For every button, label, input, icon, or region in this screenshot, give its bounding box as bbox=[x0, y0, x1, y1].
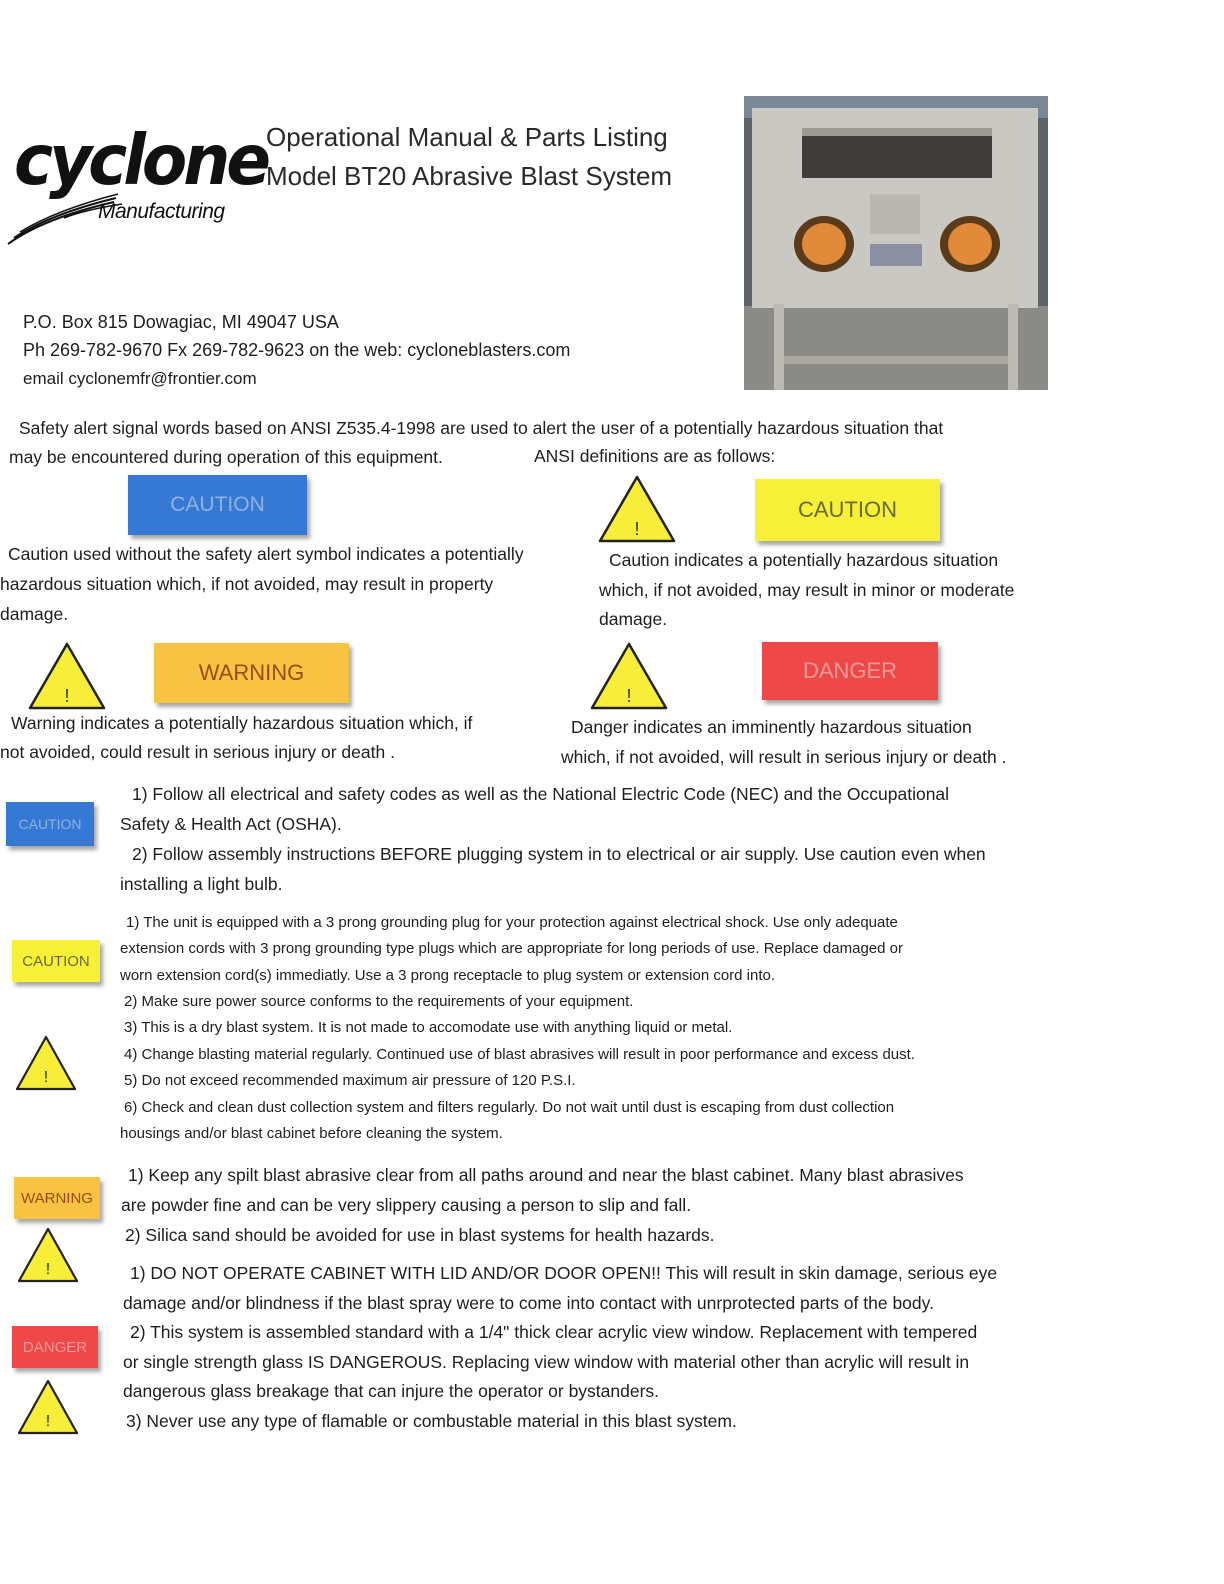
cyclone-logo bbox=[4, 118, 267, 248]
danger-section-line-5: dangerous glass breakage that can injure the operator or bystanders. bbox=[123, 1381, 660, 1401]
caution-blue-line-4: installing a light bulb. bbox=[120, 874, 283, 894]
model-title: Model BT20 Abrasive Blast System bbox=[266, 161, 673, 191]
caution-yellow-line-4: 2) Make sure power source conforms to the requirements of your equipment. bbox=[124, 993, 634, 1010]
phone-web: Ph 269-782-9670 Fx 269-782-9623 on the web: cycloneblasters.com bbox=[23, 340, 571, 360]
cabinet-photo bbox=[744, 96, 1048, 390]
warning-line-1: Warning indicates a potentially hazardous situation which, if bbox=[11, 713, 473, 733]
caution-yellow-line-9: housings and/or blast cabinet before cleaning the system. bbox=[120, 1125, 503, 1142]
section-caution-blue-label: CAUTION bbox=[6, 802, 94, 846]
danger-label: DANGER bbox=[762, 642, 938, 700]
intro-line-2b: ANSI definitions are as follows: bbox=[534, 446, 776, 466]
warning-section-triangle-icon bbox=[16, 1226, 80, 1284]
caution-yellow-line-5: 3) This is a dry blast system. It is not made to accomodate use with anything liquid or metal. bbox=[124, 1019, 733, 1036]
alert-symbol: ! bbox=[45, 1261, 51, 1278]
caution-yellow-line-6: 4) Change blasting material regularly. Continued use of blast abrasives will result in poor performance and excess dust. bbox=[124, 1046, 915, 1063]
danger-section-line-1: 1) DO NOT OPERATE CABINET WITH LID AND/OR DOOR OPEN!! This will result in skin damage, serious eye bbox=[130, 1263, 998, 1283]
intro-line-2: may be encountered during operation of this equipment. bbox=[9, 447, 443, 467]
danger-section-line-3: 2) This system is assembled standard with a 1/4" thick clear acrylic view window. Replacement with tempered bbox=[130, 1322, 978, 1342]
warning-alert-triangle-icon bbox=[26, 640, 108, 712]
alert-symbol: ! bbox=[64, 686, 70, 706]
danger-section-triangle-icon bbox=[16, 1378, 80, 1436]
caution-blue-line-1: 1) Follow all electrical and safety codes as well as the National Electric Code (NEC) and the Occupational bbox=[132, 784, 950, 804]
logo-wordmark: cyclone bbox=[14, 120, 267, 201]
caution-blue-line-3: 2) Follow assembly instructions BEFORE plugging system in to electrical or air supply. Use caution even when bbox=[132, 844, 986, 864]
caution-yellow-line-1: 1) The unit is equipped with a 3 prong grounding plug for your protection against electrical shock. Use only adequate bbox=[126, 914, 898, 931]
danger-line-1: Danger indicates an imminently hazardous situation bbox=[571, 717, 972, 737]
caution-line-1: Caution indicates a potentially hazardous situation bbox=[609, 550, 999, 570]
danger-section-line-6: 3) Never use any type of flamable or combustable material in this blast system. bbox=[126, 1411, 737, 1431]
intro-line-1: Safety alert signal words based on ANSI Z535.4-1998 are used to alert the user of a potentially hazardous situation that bbox=[19, 418, 944, 438]
section-caution-yellow-label: CAUTION bbox=[12, 940, 100, 982]
alert-symbol: ! bbox=[43, 1069, 49, 1086]
caution-yellow-line-3: worn extension cord(s) immediatly. Use a 3 prong receptacle to plug system or extension cord into. bbox=[120, 967, 776, 984]
caution-yellow-line-8: 6) Check and clean dust collection system and filters regularly. Do not wait until dust is escaping from dust collection bbox=[124, 1099, 895, 1116]
caution-line-3: damage. bbox=[599, 609, 668, 629]
warning-line-2: not avoided, could result in serious injury or death . bbox=[0, 742, 395, 762]
caution-yellow-line-7: 5) Do not exceed recommended maximum air pressure of 120 P.S.I. bbox=[124, 1072, 576, 1089]
alert-symbol: ! bbox=[45, 1413, 51, 1430]
caution-no-symbol-line-2: hazardous situation which, if not avoided, may result in property bbox=[0, 574, 494, 594]
logo-subtitle: Manufacturing bbox=[98, 200, 225, 223]
caution-yellow-line-2: extension cords with 3 prong grounding type plugs which are appropriate for long periods of use. Replace damaged or bbox=[120, 940, 903, 957]
caution-section-triangle-icon bbox=[14, 1034, 78, 1092]
caution-blue-line-2: Safety & Health Act (OSHA). bbox=[120, 814, 342, 834]
danger-alert-triangle-icon bbox=[588, 640, 670, 712]
caution-blue-label: CAUTION bbox=[128, 475, 307, 535]
warning-section-line-2: are powder fine and can be very slippery causing a person to slip and fall. bbox=[121, 1195, 692, 1215]
warning-section-line-3: 2) Silica sand should be avoided for use in blast systems for health hazards. bbox=[125, 1225, 715, 1245]
alert-symbol: ! bbox=[634, 519, 640, 539]
alert-symbol: ! bbox=[626, 686, 632, 706]
section-warning-label: WARNING bbox=[14, 1177, 100, 1219]
caution-line-2: which, if not avoided, may result in minor or moderate bbox=[599, 580, 1015, 600]
caution-no-symbol-line-3: damage. bbox=[0, 604, 69, 624]
caution-yellow-label: CAUTION bbox=[755, 479, 940, 541]
mailing-address: P.O. Box 815 Dowagiac, MI 49047 USA bbox=[23, 312, 339, 332]
manual-title: Operational Manual & Parts Listing bbox=[266, 122, 668, 152]
warning-label: WARNING bbox=[154, 643, 349, 703]
section-danger-label: DANGER bbox=[12, 1326, 98, 1368]
caution-alert-triangle-icon bbox=[596, 473, 678, 545]
danger-section-line-4: or single strength glass IS DANGEROUS. Replacing view window with material other than acrylic will result in bbox=[123, 1352, 970, 1372]
danger-section-line-2: damage and/or blindness if the blast spray were to come into contact with unrprotected parts of the body. bbox=[123, 1293, 934, 1313]
email-line: email cyclonemfr@frontier.com bbox=[23, 369, 257, 388]
warning-section-line-1: 1) Keep any spilt blast abrasive clear from all paths around and near the blast cabinet. Many blast abrasives bbox=[128, 1165, 964, 1185]
danger-line-2: which, if not avoided, will result in serious injury or death . bbox=[561, 747, 1007, 767]
caution-no-symbol-line-1: Caution used without the safety alert symbol indicates a potentially bbox=[8, 544, 524, 564]
